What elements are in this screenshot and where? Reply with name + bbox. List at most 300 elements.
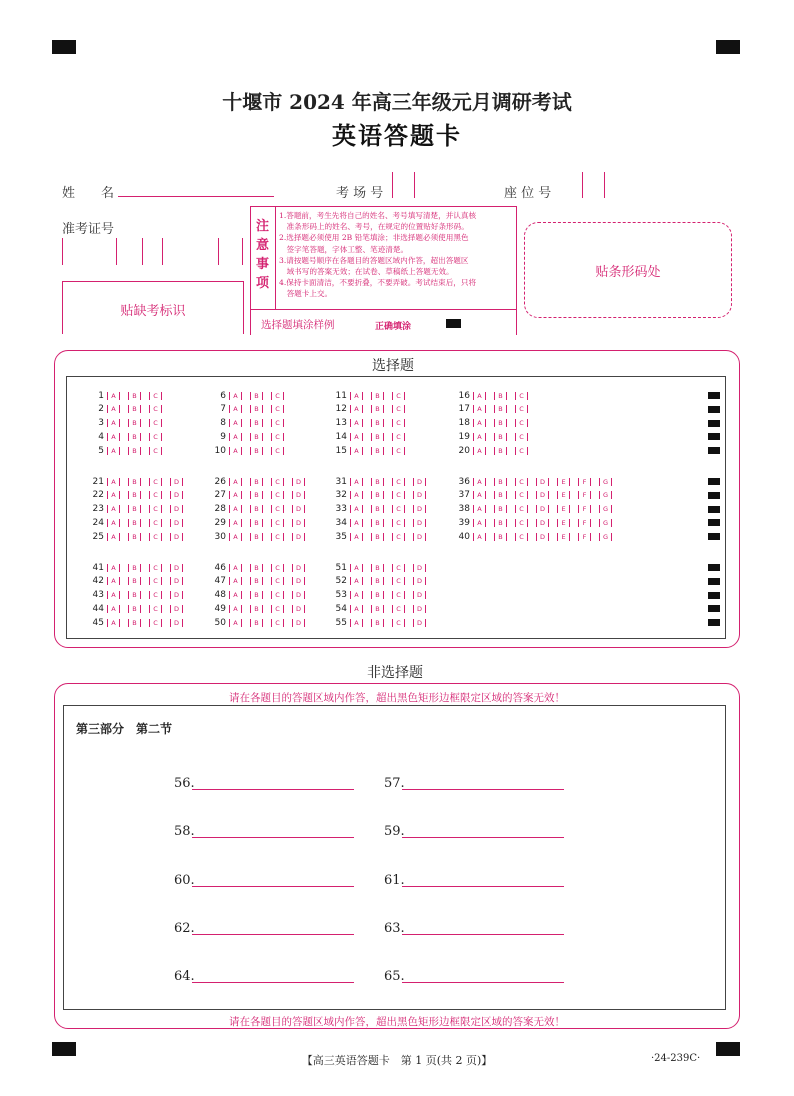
option-bubble-c[interactable]: C bbox=[515, 519, 528, 527]
option-bubble-d[interactable]: D bbox=[413, 491, 426, 499]
option-bubble-c[interactable]: C bbox=[515, 505, 528, 513]
option-bubble-c[interactable]: C bbox=[515, 478, 528, 486]
option-bubble-b[interactable]: B bbox=[371, 605, 384, 613]
option-bubble-a[interactable]: A bbox=[229, 577, 242, 585]
question-row bbox=[88, 561, 191, 574]
option-bubble-a[interactable]: A bbox=[350, 478, 363, 486]
question-row bbox=[331, 389, 413, 402]
question-row bbox=[210, 389, 292, 402]
option-bubble-b[interactable]: B bbox=[250, 619, 263, 627]
option-bubble-d[interactable]: D bbox=[292, 619, 305, 627]
option-bubble-a[interactable]: A bbox=[350, 433, 363, 441]
option-bubble-b[interactable]: B bbox=[250, 505, 263, 513]
option-bubble-a[interactable]: A bbox=[107, 447, 120, 455]
option-bubble-a[interactable]: A bbox=[107, 392, 120, 400]
option-bubble-a[interactable]: A bbox=[350, 564, 363, 572]
option-bubble-a[interactable]: A bbox=[229, 619, 242, 627]
option-bubble-f[interactable]: F bbox=[578, 533, 591, 541]
option-bubble-c[interactable]: C bbox=[149, 577, 162, 585]
option-bubble-c[interactable]: C bbox=[149, 392, 162, 400]
missing-exam-sticker-box[interactable] bbox=[62, 281, 244, 334]
option-bubble-c[interactable]: C bbox=[515, 405, 528, 413]
footer-code: ·24-239C· bbox=[651, 1053, 701, 1064]
option-bubble-a[interactable]: A bbox=[350, 591, 363, 599]
question-row bbox=[88, 403, 170, 416]
question-row bbox=[210, 616, 313, 629]
option-bubble-b[interactable]: B bbox=[371, 619, 384, 627]
option-bubble-a[interactable]: A bbox=[350, 491, 363, 499]
option-bubble-b[interactable]: B bbox=[494, 419, 507, 427]
option-bubble-a[interactable]: A bbox=[473, 519, 486, 527]
answer-line[interactable] bbox=[192, 789, 354, 790]
question-number: 20 bbox=[458, 445, 470, 456]
option-bubble-b[interactable]: B bbox=[250, 564, 263, 572]
option-bubble-a[interactable]: A bbox=[229, 605, 242, 613]
option-bubble-a[interactable]: A bbox=[107, 591, 120, 599]
option-bubble-d[interactable]: D bbox=[413, 605, 426, 613]
option-bubble-g[interactable]: G bbox=[599, 491, 612, 499]
missing-exam-label: 贴缺考标识 bbox=[120, 304, 186, 319]
timing-mark bbox=[708, 406, 720, 413]
option-bubble-e[interactable]: E bbox=[557, 519, 570, 527]
option-bubble-a[interactable]: A bbox=[107, 533, 120, 541]
option-bubble-b[interactable]: B bbox=[371, 505, 384, 513]
option-bubble-d[interactable]: D bbox=[292, 591, 305, 599]
option-bubble-a[interactable]: A bbox=[350, 419, 363, 427]
answer-line[interactable] bbox=[402, 934, 564, 935]
answer-line[interactable] bbox=[192, 837, 354, 838]
question-row bbox=[210, 530, 313, 543]
question-number: 49 bbox=[214, 603, 226, 614]
option-bubble-a[interactable]: A bbox=[107, 519, 120, 527]
option-bubble-a[interactable]: A bbox=[473, 447, 486, 455]
nonchoice-answer-area bbox=[63, 705, 726, 1010]
option-bubble-f[interactable]: F bbox=[578, 478, 591, 486]
option-bubble-b[interactable]: B bbox=[371, 419, 384, 427]
option-bubble-c[interactable]: C bbox=[149, 505, 162, 513]
timing-mark bbox=[708, 492, 720, 499]
question-row bbox=[88, 602, 191, 615]
option-bubble-c[interactable]: C bbox=[515, 392, 528, 400]
option-bubble-c[interactable]: C bbox=[149, 405, 162, 413]
option-bubble-c[interactable]: C bbox=[149, 491, 162, 499]
question-row bbox=[331, 444, 413, 457]
name-field[interactable] bbox=[118, 196, 274, 197]
option-bubble-d[interactable]: D bbox=[292, 577, 305, 585]
answer-line[interactable] bbox=[192, 886, 354, 887]
option-bubble-b[interactable]: B bbox=[494, 447, 507, 455]
notice-line: 1.答题前，考生先将自己的姓名、考号填写清楚，并认真核 bbox=[279, 211, 477, 220]
option-bubble-b[interactable]: B bbox=[371, 519, 384, 527]
option-bubble-d[interactable]: D bbox=[536, 505, 549, 513]
option-bubble-c[interactable]: C bbox=[149, 564, 162, 572]
option-bubble-b[interactable]: B bbox=[250, 433, 263, 441]
question-number: 13 bbox=[335, 418, 347, 429]
option-bubble-b[interactable]: B bbox=[128, 392, 141, 400]
option-bubble-b[interactable]: B bbox=[250, 491, 263, 499]
question-number: 21 bbox=[92, 476, 104, 487]
question-number: 55 bbox=[335, 617, 347, 628]
option-bubble-a[interactable]: A bbox=[229, 519, 242, 527]
option-bubble-d[interactable]: D bbox=[292, 478, 305, 486]
question-number: 39 bbox=[458, 517, 470, 528]
option-bubble-c[interactable]: C bbox=[271, 564, 284, 572]
option-bubble-e[interactable]: E bbox=[557, 533, 570, 541]
question-row bbox=[331, 616, 434, 629]
answer-line[interactable] bbox=[402, 982, 564, 983]
option-bubble-d[interactable]: D bbox=[413, 519, 426, 527]
option-bubble-a[interactable]: A bbox=[107, 619, 120, 627]
option-bubble-b[interactable]: B bbox=[371, 591, 384, 599]
notice-heading bbox=[256, 217, 269, 293]
option-bubble-c[interactable]: C bbox=[271, 505, 284, 513]
option-bubble-a[interactable]: A bbox=[350, 447, 363, 455]
option-bubble-b[interactable]: B bbox=[250, 519, 263, 527]
timing-mark bbox=[708, 533, 720, 540]
option-bubble-a[interactable]: A bbox=[350, 605, 363, 613]
option-bubble-b[interactable]: B bbox=[494, 478, 507, 486]
option-bubble-d[interactable]: D bbox=[170, 591, 183, 599]
option-bubble-c[interactable]: C bbox=[515, 419, 528, 427]
option-bubble-c[interactable]: C bbox=[271, 533, 284, 541]
option-bubble-b[interactable]: B bbox=[128, 405, 141, 413]
question-row bbox=[454, 489, 620, 502]
option-bubble-a[interactable]: A bbox=[473, 505, 486, 513]
option-bubble-a[interactable]: A bbox=[107, 577, 120, 585]
option-bubble-a[interactable]: A bbox=[229, 491, 242, 499]
option-bubble-b[interactable]: B bbox=[371, 478, 384, 486]
option-bubble-c[interactable]: C bbox=[392, 591, 405, 599]
timing-mark bbox=[708, 564, 720, 571]
option-bubble-b[interactable]: B bbox=[128, 419, 141, 427]
option-bubble-b[interactable]: B bbox=[494, 405, 507, 413]
option-bubble-b[interactable]: B bbox=[371, 392, 384, 400]
option-bubble-b[interactable]: B bbox=[371, 405, 384, 413]
option-bubble-a[interactable]: A bbox=[229, 505, 242, 513]
answer-area-warning-top: 请在各题目的答题区域内作答，超出黑色矩形边框限定区域的答案无效！ bbox=[229, 692, 565, 704]
question-number: 28 bbox=[214, 504, 226, 515]
option-bubble-d[interactable]: D bbox=[170, 564, 183, 572]
option-bubble-c[interactable]: C bbox=[149, 433, 162, 441]
option-bubble-c[interactable]: C bbox=[149, 478, 162, 486]
fill-example-divider bbox=[251, 309, 516, 310]
option-bubble-d[interactable]: D bbox=[413, 505, 426, 513]
notice-line: 签字笔答题，字体工整、笔迹清楚。 bbox=[279, 244, 409, 254]
option-bubble-d[interactable]: D bbox=[170, 577, 183, 585]
option-bubble-c[interactable]: C bbox=[149, 591, 162, 599]
option-bubble-d[interactable]: D bbox=[170, 533, 183, 541]
option-bubble-b[interactable]: B bbox=[250, 605, 263, 613]
option-bubble-g[interactable]: G bbox=[599, 519, 612, 527]
option-bubble-a[interactable]: A bbox=[229, 419, 242, 427]
option-bubble-e[interactable]: E bbox=[557, 478, 570, 486]
option-bubble-a[interactable]: A bbox=[229, 433, 242, 441]
option-bubble-c[interactable]: C bbox=[392, 533, 405, 541]
exam-title: 十堰市 2024 年高三年级元月调研考试 bbox=[222, 90, 572, 114]
question-number: 4 bbox=[98, 431, 104, 442]
question-number: 36 bbox=[458, 476, 470, 487]
option-bubble-a[interactable]: A bbox=[473, 491, 486, 499]
option-bubble-c[interactable]: C bbox=[271, 405, 284, 413]
option-bubble-c[interactable]: C bbox=[149, 605, 162, 613]
option-bubble-b[interactable]: B bbox=[128, 533, 141, 541]
option-bubble-a[interactable]: A bbox=[107, 605, 120, 613]
option-bubble-a[interactable]: A bbox=[229, 478, 242, 486]
option-bubble-c[interactable]: C bbox=[392, 505, 405, 513]
option-bubble-d[interactable]: D bbox=[413, 564, 426, 572]
option-bubble-a[interactable]: A bbox=[107, 505, 120, 513]
option-bubble-d[interactable]: D bbox=[413, 619, 426, 627]
answer-line[interactable] bbox=[402, 886, 564, 887]
option-bubble-c[interactable]: C bbox=[271, 491, 284, 499]
option-bubble-g[interactable]: G bbox=[599, 505, 612, 513]
option-bubble-b[interactable]: B bbox=[128, 505, 141, 513]
option-bubble-b[interactable]: B bbox=[494, 533, 507, 541]
option-bubble-b[interactable]: B bbox=[371, 533, 384, 541]
option-bubble-c[interactable]: C bbox=[392, 619, 405, 627]
option-bubble-d[interactable]: D bbox=[413, 533, 426, 541]
option-bubble-b[interactable]: B bbox=[250, 405, 263, 413]
question-row bbox=[210, 444, 292, 457]
exam-room-cell-divider bbox=[392, 172, 393, 198]
question-number: 25 bbox=[92, 531, 104, 542]
question-row bbox=[331, 575, 434, 588]
option-bubble-a[interactable]: A bbox=[350, 619, 363, 627]
question-number: 22 bbox=[92, 490, 104, 501]
answer-number: 60. bbox=[174, 873, 195, 888]
option-bubble-c[interactable]: C bbox=[392, 577, 405, 585]
option-bubble-c[interactable]: C bbox=[271, 605, 284, 613]
question-number: 2 bbox=[98, 404, 104, 415]
option-bubble-c[interactable]: C bbox=[149, 419, 162, 427]
option-bubble-d[interactable]: D bbox=[292, 505, 305, 513]
answer-number: 63. bbox=[384, 921, 405, 936]
option-bubble-b[interactable]: B bbox=[371, 564, 384, 572]
option-bubble-b[interactable]: B bbox=[494, 392, 507, 400]
option-bubble-b[interactable]: B bbox=[494, 491, 507, 499]
option-bubble-d[interactable]: D bbox=[413, 577, 426, 585]
option-bubble-b[interactable]: B bbox=[250, 533, 263, 541]
option-bubble-a[interactable]: A bbox=[229, 591, 242, 599]
option-bubble-b[interactable]: B bbox=[128, 433, 141, 441]
option-bubble-d[interactable]: D bbox=[292, 605, 305, 613]
option-bubble-d[interactable]: D bbox=[536, 519, 549, 527]
ticket-cell-divider bbox=[62, 238, 63, 265]
option-bubble-b[interactable]: B bbox=[494, 433, 507, 441]
option-bubble-b[interactable]: B bbox=[128, 591, 141, 599]
option-bubble-b[interactable]: B bbox=[250, 478, 263, 486]
option-bubble-c[interactable]: C bbox=[392, 405, 405, 413]
barcode-box[interactable] bbox=[524, 222, 732, 318]
option-bubble-d[interactable]: D bbox=[170, 491, 183, 499]
answer-number: 58. bbox=[174, 824, 195, 839]
option-bubble-d[interactable]: D bbox=[292, 564, 305, 572]
option-bubble-f[interactable]: F bbox=[578, 519, 591, 527]
option-bubble-d[interactable]: D bbox=[536, 533, 549, 541]
option-bubble-b[interactable]: B bbox=[128, 447, 141, 455]
question-row bbox=[210, 575, 313, 588]
option-bubble-b[interactable]: B bbox=[128, 519, 141, 527]
question-row bbox=[454, 530, 620, 543]
option-bubble-a[interactable]: A bbox=[350, 405, 363, 413]
option-bubble-c[interactable]: C bbox=[271, 478, 284, 486]
option-bubble-e[interactable]: E bbox=[557, 491, 570, 499]
option-bubble-a[interactable]: A bbox=[350, 519, 363, 527]
question-row bbox=[331, 589, 434, 602]
question-row bbox=[210, 561, 313, 574]
option-bubble-c[interactable]: C bbox=[271, 591, 284, 599]
option-bubble-c[interactable]: C bbox=[515, 491, 528, 499]
question-number: 19 bbox=[458, 431, 470, 442]
answer-number: 65. bbox=[384, 969, 405, 984]
option-bubble-d[interactable]: D bbox=[170, 619, 183, 627]
option-bubble-g[interactable]: G bbox=[599, 478, 612, 486]
option-bubble-c[interactable]: C bbox=[515, 447, 528, 455]
option-bubble-g[interactable]: G bbox=[599, 533, 612, 541]
option-bubble-b[interactable]: B bbox=[371, 447, 384, 455]
option-bubble-c[interactable]: C bbox=[149, 447, 162, 455]
option-bubble-d[interactable]: D bbox=[170, 478, 183, 486]
option-bubble-a[interactable]: A bbox=[350, 505, 363, 513]
question-row bbox=[454, 444, 536, 457]
question-row bbox=[331, 561, 434, 574]
option-bubble-c[interactable]: C bbox=[392, 447, 405, 455]
question-row bbox=[88, 503, 191, 516]
option-bubble-a[interactable]: A bbox=[350, 577, 363, 585]
answer-line[interactable] bbox=[192, 934, 354, 935]
option-bubble-b[interactable]: B bbox=[128, 577, 141, 585]
option-bubble-a[interactable]: A bbox=[473, 433, 486, 441]
option-bubble-b[interactable]: B bbox=[128, 605, 141, 613]
answer-number: 56. bbox=[174, 776, 195, 791]
option-bubble-a[interactable]: A bbox=[107, 478, 120, 486]
question-number: 18 bbox=[458, 418, 470, 429]
option-bubble-c[interactable]: C bbox=[392, 478, 405, 486]
option-bubble-d[interactable]: D bbox=[292, 491, 305, 499]
option-bubble-c[interactable]: C bbox=[392, 519, 405, 527]
option-bubble-c[interactable]: C bbox=[515, 433, 528, 441]
option-bubble-c[interactable]: C bbox=[392, 605, 405, 613]
question-number: 23 bbox=[92, 504, 104, 515]
option-bubble-b[interactable]: B bbox=[128, 564, 141, 572]
answer-line[interactable] bbox=[192, 982, 354, 983]
option-bubble-b[interactable]: B bbox=[371, 577, 384, 585]
option-bubble-a[interactable]: A bbox=[473, 392, 486, 400]
option-bubble-b[interactable]: B bbox=[128, 478, 141, 486]
option-bubble-b[interactable]: B bbox=[494, 519, 507, 527]
option-bubble-d[interactable]: D bbox=[292, 519, 305, 527]
option-bubble-b[interactable]: B bbox=[250, 577, 263, 585]
option-bubble-a[interactable]: A bbox=[107, 564, 120, 572]
option-bubble-f[interactable]: F bbox=[578, 505, 591, 513]
option-bubble-a[interactable]: A bbox=[229, 405, 242, 413]
option-bubble-a[interactable]: A bbox=[229, 392, 242, 400]
question-number: 37 bbox=[458, 490, 470, 501]
option-bubble-c[interactable]: C bbox=[271, 433, 284, 441]
question-number: 3 bbox=[98, 418, 104, 429]
option-bubble-c[interactable]: C bbox=[271, 519, 284, 527]
option-bubble-a[interactable]: A bbox=[107, 405, 120, 413]
option-bubble-b[interactable]: B bbox=[494, 505, 507, 513]
option-bubble-c[interactable]: C bbox=[149, 519, 162, 527]
option-bubble-a[interactable]: A bbox=[229, 533, 242, 541]
option-bubble-a[interactable]: A bbox=[473, 419, 486, 427]
option-bubble-c[interactable]: C bbox=[392, 419, 405, 427]
notice-line: 答题卡上交。 bbox=[279, 289, 333, 299]
option-bubble-c[interactable]: C bbox=[392, 392, 405, 400]
option-bubble-d[interactable]: D bbox=[413, 478, 426, 486]
option-bubble-b[interactable]: B bbox=[371, 433, 384, 441]
option-bubble-d[interactable]: D bbox=[170, 605, 183, 613]
option-bubble-d[interactable]: D bbox=[413, 591, 426, 599]
seat-cell-divider bbox=[582, 172, 583, 198]
option-bubble-d[interactable]: D bbox=[536, 478, 549, 486]
question-row bbox=[88, 575, 191, 588]
option-bubble-d[interactable]: D bbox=[536, 491, 549, 499]
option-bubble-a[interactable]: A bbox=[473, 533, 486, 541]
option-bubble-a[interactable]: A bbox=[473, 405, 486, 413]
question-row bbox=[210, 403, 292, 416]
question-number: 52 bbox=[335, 576, 347, 587]
option-bubble-c[interactable]: C bbox=[515, 533, 528, 541]
option-bubble-c[interactable]: C bbox=[149, 533, 162, 541]
option-bubble-a[interactable]: A bbox=[107, 419, 120, 427]
question-number: 40 bbox=[458, 531, 470, 542]
option-bubble-a[interactable]: A bbox=[350, 392, 363, 400]
option-bubble-c[interactable]: C bbox=[392, 491, 405, 499]
answer-line[interactable] bbox=[402, 789, 564, 790]
option-bubble-c[interactable]: C bbox=[392, 433, 405, 441]
option-bubble-b[interactable]: B bbox=[250, 392, 263, 400]
option-bubble-c[interactable]: C bbox=[149, 619, 162, 627]
question-row bbox=[210, 430, 292, 443]
option-bubble-b[interactable]: B bbox=[250, 591, 263, 599]
timing-mark bbox=[708, 578, 720, 585]
option-bubble-c[interactable]: C bbox=[271, 419, 284, 427]
option-bubble-b[interactable]: B bbox=[250, 419, 263, 427]
question-row bbox=[331, 417, 413, 430]
question-number: 50 bbox=[214, 617, 226, 628]
option-bubble-b[interactable]: B bbox=[128, 619, 141, 627]
option-bubble-f[interactable]: F bbox=[578, 491, 591, 499]
question-row bbox=[454, 516, 620, 529]
option-bubble-b[interactable]: B bbox=[250, 447, 263, 455]
question-number: 26 bbox=[214, 476, 226, 487]
option-bubble-c[interactable]: C bbox=[271, 392, 284, 400]
option-bubble-a[interactable]: A bbox=[107, 433, 120, 441]
option-bubble-a[interactable]: A bbox=[107, 491, 120, 499]
page-footer: 【高三英语答题卡 第 1 页(共 2 页)】 bbox=[301, 1054, 493, 1067]
option-bubble-a[interactable]: A bbox=[229, 447, 242, 455]
option-bubble-c[interactable]: C bbox=[271, 577, 284, 585]
option-bubble-c[interactable]: C bbox=[392, 564, 405, 572]
option-bubble-d[interactable]: D bbox=[170, 519, 183, 527]
option-bubble-c[interactable]: C bbox=[271, 619, 284, 627]
option-bubble-a[interactable]: A bbox=[473, 478, 486, 486]
option-bubble-b[interactable]: B bbox=[128, 491, 141, 499]
timing-mark bbox=[708, 519, 720, 526]
option-bubble-d[interactable]: D bbox=[292, 533, 305, 541]
option-bubble-b[interactable]: B bbox=[371, 491, 384, 499]
question-number: 35 bbox=[335, 531, 347, 542]
option-bubble-a[interactable]: A bbox=[350, 533, 363, 541]
option-bubble-d[interactable]: D bbox=[170, 505, 183, 513]
question-number: 46 bbox=[214, 562, 226, 573]
answer-line[interactable] bbox=[402, 837, 564, 838]
option-bubble-c[interactable]: C bbox=[271, 447, 284, 455]
option-bubble-a[interactable]: A bbox=[229, 564, 242, 572]
option-bubble-e[interactable]: E bbox=[557, 505, 570, 513]
